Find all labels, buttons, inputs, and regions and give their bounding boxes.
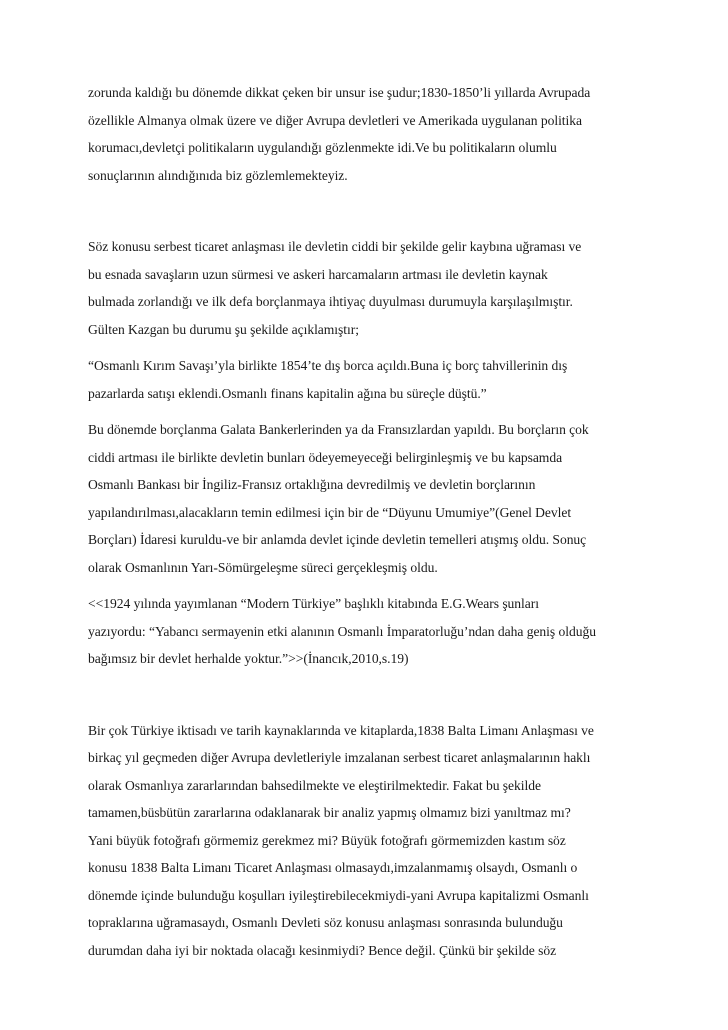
text-line: birkaç yıl geçmeden diğer Avrupa devletleriyle imzalanan serbest ticaret anlaşmalarının haklı (88, 750, 591, 765)
text-line: pazarlarda satışı eklendi.Osmanlı finans kapitalin ağına bu süreçle düştü.” (88, 385, 487, 401)
text-line: Osmanlı Bankası bir İngiliz-Fransız ortaklığına devredilmiş ve devletin borçlarının (88, 477, 536, 492)
text-line: Bir çok Türkiye iktisadı ve tarih kaynaklarında ve kitaplarda,1838 Balta Limanı Anlaşması ve (88, 722, 594, 738)
text-line: topraklarına uğramasaydı, Osmanlı Devleti söz konusu anlaşması sonrasında bulunduğu (88, 915, 563, 930)
paragraph-spacer (88, 189, 640, 233)
text-line: konusu 1838 Balta Limanı Ticaret Anlaşması olmasaydı,imzalanmamış olsaydı, Osmanlı o (88, 860, 578, 875)
text-line: Borçları) İdaresi kuruldu-ve bir anlamda devlet içinde devletin temelleri atışmış oldu. Sonuç (88, 532, 587, 547)
paragraph-2 (88, 233, 640, 343)
text-line: tamamen,büsbütün zararlarına odaklanarak bir analiz yapmış olmamız bizi yanıltmaz mı? (88, 805, 571, 820)
text-line: durumdan daha iyi bir noktada olacağı kesinmiydi? Bence değil. Çünkü bir şekilde söz (88, 942, 557, 958)
text-line: özellikle Almanya olmak üzere ve diğer Avrupa devletleri ve Amerikada uygulanan politika (88, 112, 582, 128)
text-line: “Osmanlı Kırım Savaşı’yla birlikte 1854’te dış borca açıldı.Buna iç borç tahvillerinin dış (88, 358, 568, 373)
paragraph-spacer (88, 343, 640, 352)
text-line: <<1924 yılında yayımlanan “Modern Türkiye” başlıklı kitabında E.G.Wears şunları (88, 596, 539, 611)
text-line: olarak Osmanlıya zararlarından bahsedilmekte ve eleştirilmektedir. Fakat bu şekilde (88, 777, 541, 793)
text-line: Yani büyük fotoğrafı görmemiz gerekmez mi? Büyük fotoğrafı görmemizden kastım söz (88, 832, 566, 848)
text-line: Bu dönemde borçlanma Galata Bankerlerinden ya da Fransızlardan yapıldı. Bu borçların çok (88, 422, 589, 437)
paragraph-6 (88, 717, 640, 965)
text-line: sonuçlarının alındığınıda biz gözlemlemekteyiz. (88, 167, 348, 183)
text-line: yapılandırılması,alacakların temin edilmesi için bir de “Düyunu Umumiye”(Genel Devlet (88, 504, 572, 520)
text-line: olarak Osmanlının Yarı-Sömürgeleşme süreci gerçekleşmiş oldu. (88, 559, 438, 575)
paragraph-spacer (88, 581, 640, 590)
paragraph-spacer (88, 407, 640, 416)
document-page (88, 79, 640, 964)
text-line: bu esnada savaşların uzun sürmesi ve askeri harcamaların artması ile devletin kaynak (88, 266, 548, 282)
text-line: bağımsız bir devlet herhalde yoktur.”>>(İnancık,2010,s.19) (88, 651, 409, 666)
text-line: bulmada zorlandığı ve ilk defa borçlanmaya ihtiyaç duyulması durumuyla karşılaşılmıştır. (88, 294, 573, 309)
text-line: dönemde içinde bulunduğu koşulları iyileştirebilecekmiydi-yani Avrupa kapitalizmi Osmanlı (88, 887, 589, 903)
text-line: yazıyordu: “Yabancı sermayenin etki alanının Osmanlı İmparatorluğu’ndan daha geniş olduğu (88, 623, 596, 639)
paragraph-4 (88, 416, 640, 581)
text-line: Gülten Kazgan bu durumu şu şekilde açıklamıştır; (88, 321, 359, 337)
paragraph-1 (88, 79, 640, 189)
paragraph-5-citation (88, 590, 640, 673)
paragraph-3-quote (88, 352, 640, 407)
text-line: zorunda kaldığı bu dönemde dikkat çeken bir unsur ise şudur;1830-1850’li yıllarda Avrupada (88, 85, 591, 100)
paragraph-spacer (88, 673, 640, 717)
text-line: ciddi artması ile birlikte devletin bunları ödeyemeyeceği belirginleşmiş ve bu kapsamda (88, 449, 563, 465)
text-line: korumacı,devletçi politikaların uygulandığı gözlenmekte idi.Ve bu politikaların olumlu (88, 140, 557, 155)
text-line: Söz konusu serbest ticaret anlaşması ile devletin ciddi bir şekilde gelir kaybına uğraması ve (88, 239, 582, 254)
